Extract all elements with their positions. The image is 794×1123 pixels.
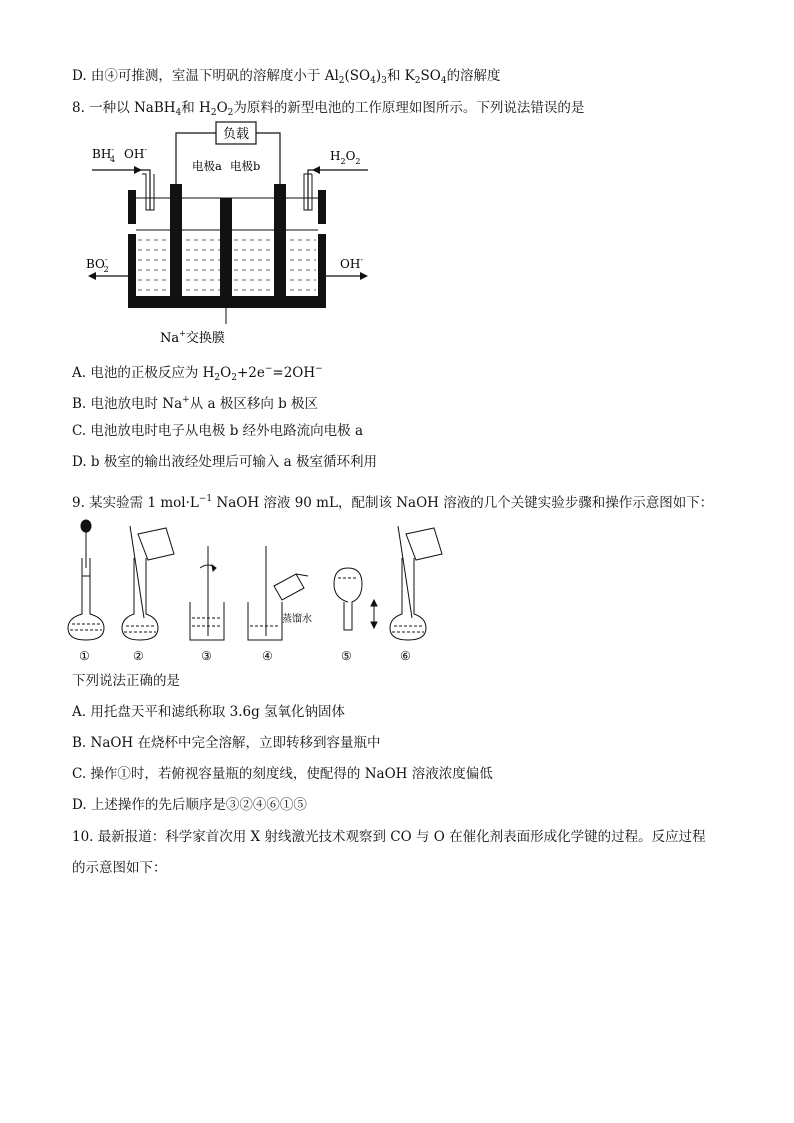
- step-2-label: ②: [133, 649, 144, 663]
- q9-lead: 下列说法正确的是: [72, 673, 180, 689]
- step-5-label: ⑤: [341, 649, 352, 663]
- q9-option-c: C. 操作①时，若俯视容量瓶的刻度线，使配得的 NaOH 溶液浓度偏低: [72, 766, 493, 782]
- step-1-label: ①: [79, 649, 90, 663]
- load-label: 负载: [222, 127, 250, 142]
- h2o2-label: $H_2O_2$: [330, 149, 361, 166]
- bh4-label: BH-4: [92, 145, 116, 164]
- step-6-figure: [390, 526, 442, 640]
- step-5-figure: [334, 568, 377, 630]
- q9-option-a: A. 用托盘天平和滤纸称取 3.6g 氢氧化钠固体: [72, 704, 346, 720]
- electrode-b-label: 电极b: [230, 159, 261, 173]
- membrane-label: Na+交换膜: [160, 329, 225, 346]
- step-3-figure: [190, 546, 224, 640]
- electrode-b: [274, 184, 286, 296]
- step-4-figure: [248, 546, 308, 640]
- electrode-a: [170, 184, 182, 296]
- step-6-label: ⑥: [400, 649, 411, 663]
- q8-option-b: B. 电池放电时 Na+从 a 极区移向 b 极区: [72, 395, 319, 412]
- step-3-label: ③: [201, 649, 212, 663]
- electrode-a-label: 电极a: [192, 159, 222, 173]
- q10-stem-line-1: 10. 最新报道：科学家首次用 X 射线激光技术观察到 CO 与 O 在催化剂表面形成化学键的过程。反应过程: [72, 829, 706, 845]
- q10-stem-line-2: 的示意图如下：: [72, 860, 167, 876]
- q8-option-d: D. b 极室的输出液经处理后可输入 a 极室循环利用: [72, 454, 377, 470]
- step-4-label: ④: [262, 649, 273, 663]
- q9-stem: 9. 某实验需 1 $mol\cdot L^{-1}$ NaOH 溶液 90 mL，配制该 NaOH 溶液的几个关键实验步骤和操作示意图如下：: [72, 494, 714, 511]
- step-2-figure: [122, 526, 174, 640]
- q9-option-d: D. 上述操作的先后顺序是③②④⑥①⑤: [72, 797, 307, 813]
- oh-top-label: OH-: [124, 145, 148, 161]
- distilled-water-label: 蒸馏水: [282, 614, 312, 625]
- solution-steps-diagram: [66, 518, 456, 666]
- oh-out-label: OH-: [340, 255, 364, 271]
- q9-option-b: B. NaOH 在烧杯中完全溶解，立即转移到容量瓶中: [72, 735, 381, 751]
- q8-option-c: C. 电池放电时电子从电极 b 经外电路流向电极 a: [72, 423, 363, 439]
- q8-option-a: A. 电池的正极反应为 $H_2O_2+2e^-=2OH^-$: [72, 364, 323, 383]
- step-1-figure: [68, 520, 104, 640]
- q8-stem: 8. 一种以 NaBH$_4$和 $H_2O_2$为原料的新型电池的工作原理如图所示。下列说法错误的是: [72, 100, 585, 118]
- battery-diagram: [80, 118, 380, 350]
- q7-option-d: D. 由④可推测，室温下明矾的溶解度小于 $Al_2(SO_4)_3$和 $K_2SO_4$的溶解度: [72, 68, 501, 86]
- bo2-label: BO-2: [86, 255, 109, 274]
- membrane: [220, 198, 232, 296]
